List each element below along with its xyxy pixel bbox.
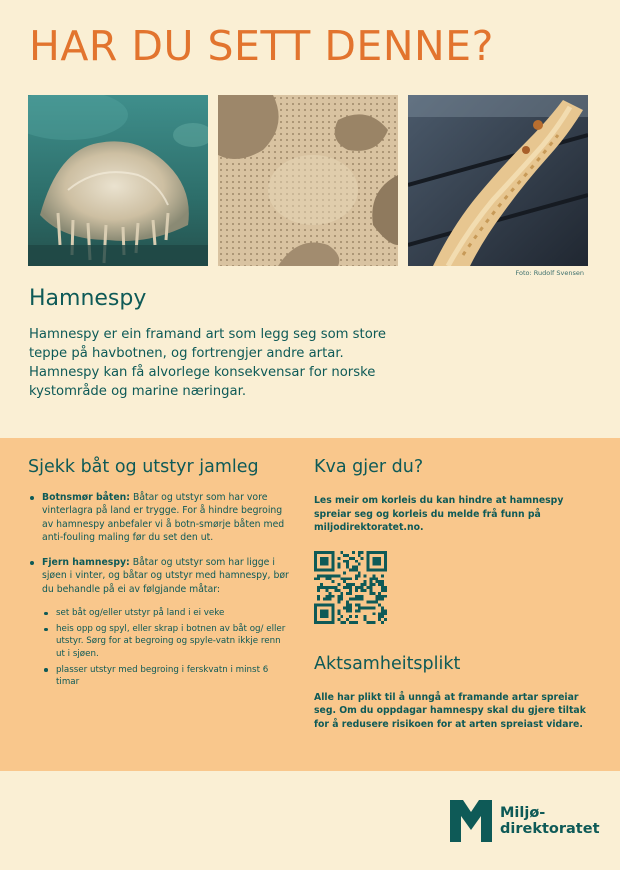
photo-closeup: [218, 95, 398, 266]
photo-underwater: [28, 95, 208, 266]
list-item: [28, 556, 290, 688]
photo-rope: [408, 95, 588, 266]
poster-title: HAR DU SETT DENNE?: [29, 22, 494, 70]
logo-line-1: Miljø-: [500, 805, 546, 821]
bullet-text: Båtar og utstyr som har vore vinterlagra på land er trygge. For å hindre begroing av hamnespy anbefaler vi å botn-smørje båten med anti-fouling maling før du set den ut.: [42, 492, 285, 543]
logo-line-2: direktoratet: [500, 821, 600, 837]
sub-list-item: plasser utstyr med begroing i ferskvatn i minst 6 timar: [42, 664, 290, 688]
bullet-text: Båtar og utstyr som har ligge i sjøen i vinter, og båtar og utstyr med hamnespy, bør du behandle på ei av følgjande måtar:: [42, 557, 289, 595]
duty-heading: Aktsamheitsplikt: [314, 653, 461, 674]
sub-list-item: heis opp og spyl, eller skrap i botnen av båt og/ eller utstyr. Sørg for at begroing og spyle-vatn ikkje renn ut i sjøen.: [42, 623, 290, 660]
bullet-lead: Fjern hamnespy:: [42, 557, 130, 569]
check-heading: Sjekk båt og utstyr jamleg: [28, 457, 259, 477]
action-heading: Kva gjer du?: [314, 457, 424, 477]
sub-list: [42, 607, 290, 688]
duty-text: Alle har plikt til å unngå at framande artar spreiar seg. Om du oppdagar hamnespy skal du gjere tiltak for å redusere risikoen for at arten spreiast vidare.: [314, 691, 586, 730]
miljodirektoratet-logo: [450, 800, 600, 842]
species-name: Hamnespy: [29, 286, 147, 311]
sub-list-item: set båt og/eller utstyr på land i ei veke: [42, 607, 290, 619]
bullet-lead: Botnsmør båten:: [42, 492, 130, 503]
qr-code[interactable]: [314, 551, 387, 624]
check-section: [28, 457, 290, 700]
logo-mark-icon: [450, 800, 492, 842]
action-text: Les meir om korleis du kan hindre at hamnespy spreiar seg og korleis du melde frå funn på miljodirektoratet.no.: [314, 495, 564, 533]
list-item: [28, 491, 290, 544]
logo-text: [500, 805, 600, 837]
species-intro: Hamnespy er ein framand art som legg seg som store teppe på havbotnen, og fortrengjer andre artar. Hamnespy kan få alvorlege konsekvensar for norske kystområde og marine næringar.: [29, 327, 387, 399]
photo-credit: Foto: Rudolf Svensen: [515, 269, 584, 277]
action-section: [314, 457, 594, 731]
check-list: [28, 491, 290, 688]
